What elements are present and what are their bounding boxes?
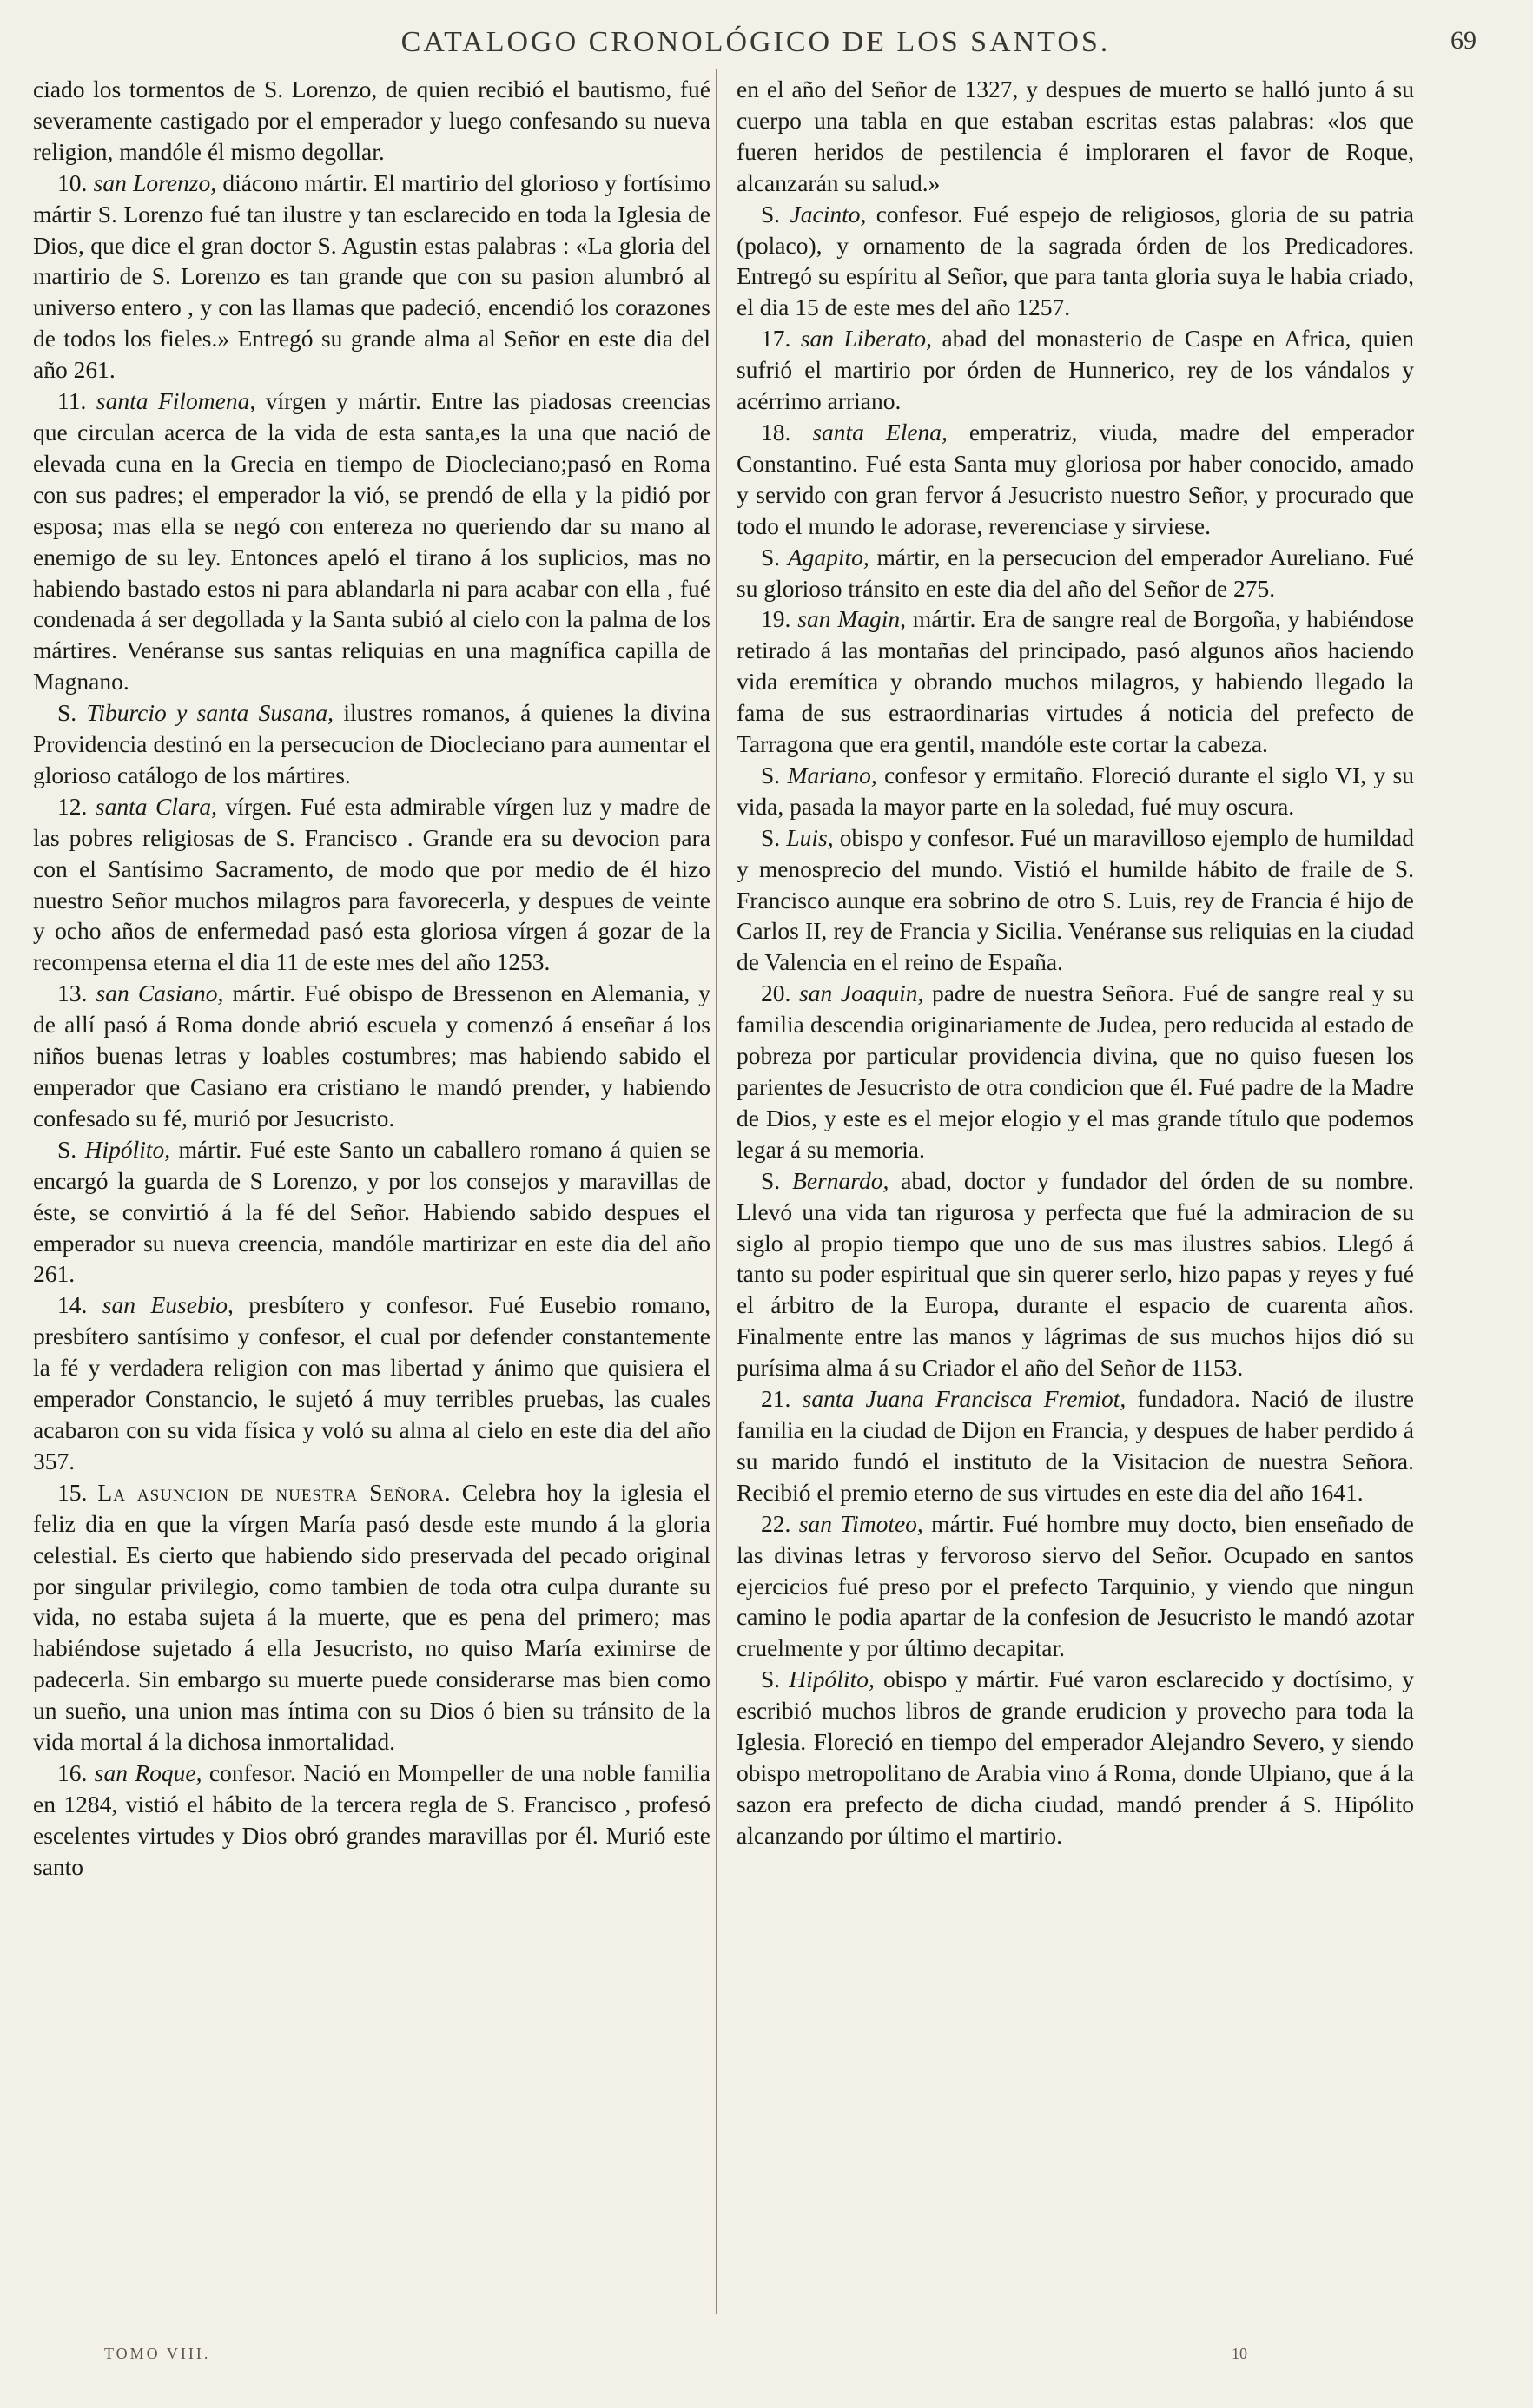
- saint-name: santa Clara,: [95, 792, 218, 820]
- catalog-entry: [737, 1508, 1414, 1665]
- saint-name: Tiburcio y santa Susana,: [86, 699, 334, 727]
- catalog-entry: [737, 542, 1414, 604]
- saint-name: san Eusebio,: [102, 1291, 234, 1319]
- entry-number: 20.: [761, 980, 791, 1007]
- catalog-entry: [33, 1477, 710, 1758]
- entry-text: vírgen. Fué esta admirable vírgen luz y madre de las pobres religiosas de S. Francisco . Grande era su devocion para con el Santísimo Sacramento, de modo que por medio de él hizo nuestro Señor muchos milagros para favorecerla, y despues de veinte y ocho años de enfermedad pasó esta gloriosa vírgen á gozar de la recompensa eterna el dia 11 de este mes del año 1253.: [33, 792, 711, 976]
- catalog-entry: [33, 168, 710, 386]
- entry-text: mártir, en la persecucion del emperador Aureliano. Fué su glorioso tránsito en este dia del año del Señor de 275.: [737, 543, 1414, 602]
- entry-text: obispo y confesor. Fué un maravilloso ejemplo de humildad y menosprecio del mundo. Vistió el humilde hábito de fraile de S. Francisco aunque era sobrino de otro S. Luis, rey de Francia é hijo de Carlos II, rey de Francia y Sicilia. Venéranse sus reliquias en la ciudad de Valencia en el reino de España.: [737, 823, 1414, 976]
- entry-prefix: S.: [761, 200, 790, 228]
- entry-prefix: S.: [761, 543, 788, 571]
- saint-name: san Joaquin,: [799, 980, 924, 1007]
- catalog-entry: [737, 74, 1414, 199]
- catalog-entry: [33, 1758, 710, 1883]
- saint-name: Hipólito,: [84, 1135, 171, 1163]
- entry-prefix: S.: [761, 761, 788, 788]
- catalog-entry: [737, 323, 1414, 417]
- saint-name: san Timoteo,: [798, 1509, 923, 1537]
- entry-text: en el año del Señor de 1327, y despues de muerto se halló junto á su cuerpo una tabla en que estaban escritas estas palabras: «los que fueren heridos de pestilencia é imploraren el favor de Roque, alcanzarán su salud.»: [737, 76, 1414, 196]
- saint-name: santa Elena,: [812, 418, 948, 445]
- saint-name: santa Juana Francisca Fremiot,: [802, 1385, 1127, 1413]
- saint-name: san Magin,: [797, 605, 906, 633]
- entry-text: Celebra hoy la iglesia el feliz dia en que la vírgen María pasó desde este mundo á la gloria celestial. Es cierto que habiendo sido preservada del pecado original por singular privilegio, como tambien de toda otra culpa durante su vida, no estaba sujeta á la muerte, que es pena del primero; mas habiéndose sujetado á ella Jesucristo, no quiso María eximirse de padecerla. Sin embargo su muerte puede considerarse mas bien como un sueño, una union mas íntima con su Dios ó bien su tránsito de la vida mortal á la dichosa inmortalidad.: [33, 1478, 710, 1756]
- entry-number: 18.: [761, 418, 791, 445]
- entry-text: presbítero y confesor. Fué Eusebio romano, presbítero santísimo y confesor, el cual por defender constantemente la fé y verdadera religion con mas libertad y ánimo que quisiera el emperador Constancio, le sujetó á muy terribles pruebas, las cuales acabaron con su vida física y voló su alma al cielo en este dia del año 357.: [33, 1291, 710, 1474]
- entry-text: confesor. Nació en Mompeller de una noble familia en 1284, vistió el hábito de la tercera regla de S. Francisco , profesó escelentes virtudes y Dios obró grandes maravillas por él. Murió este santo: [33, 1758, 710, 1880]
- feast-title: La asuncion de nuestra Señora.: [97, 1478, 452, 1506]
- saint-name: san Lorenzo,: [93, 168, 217, 196]
- catalog-entry: [737, 417, 1414, 542]
- page-number: 69: [1450, 26, 1477, 55]
- catalog-entry: [33, 1134, 710, 1290]
- entry-prefix: S.: [57, 699, 87, 727]
- saint-name: Agapito,: [787, 543, 869, 571]
- entry-text: obispo y mártir. Fué varon esclarecido y doctísimo, y escribió muchos libros de grande erudicion y provecho para toda la Iglesia. Floreció en tiempo del emperador Alejandro Severo, y siendo obispo metropolitano de Arabia vino á Roma, donde Ulpiano, que á la sazon era prefecto de dicha ciudad, mandó prender á S. Hipólito alcanzando por último el martirio.: [737, 1666, 1414, 1849]
- catalog-entry: [33, 791, 710, 978]
- entry-text: abad del monasterio de Caspe en Africa, quien sufrió el martirio por órden de Hunnerico, rey de los vándalos y acérrimo arriano.: [737, 325, 1415, 415]
- catalog-entry: [737, 199, 1414, 324]
- catalog-entry: [737, 822, 1414, 979]
- saint-name: san Roque,: [94, 1758, 202, 1786]
- volume-signature: TOMO VIII.: [104, 2345, 211, 2362]
- catalog-entry: [737, 604, 1414, 760]
- sheet-signature: 10: [1232, 2345, 1247, 2362]
- catalog-entry: [737, 978, 1414, 1164]
- entry-number: 10.: [57, 168, 88, 196]
- entry-prefix: S.: [57, 1135, 85, 1163]
- entry-text: diácono mártir. El martirio del glorioso y fortísimo mártir S. Lorenzo fué tan ilustre y tan esclarecido en toda la Iglesia de Dios, que dice el gran doctor S. Agustin estas palabras : «La gloria del martirio de S. Lorenzo es tan grande que con su pasion alumbró al universo entero , y con las llamas que padeció, encendió los corazones de todos los fieles.» Entregó su grande alma al Señor en este dia del año 261.: [33, 168, 710, 384]
- catalog-entry: [33, 1290, 710, 1476]
- saint-name: santa Filomena,: [96, 387, 256, 415]
- column-divider: [716, 69, 717, 2314]
- right-column: [737, 74, 1414, 1851]
- entry-number: 19.: [761, 605, 791, 633]
- left-column: [33, 74, 710, 1883]
- entry-text: ilustres romanos, á quienes la divina Providencia destinó en la persecucion de Diocleciano para aumentar el glorioso catálogo de los mártires.: [33, 699, 711, 788]
- entry-number: 17.: [761, 325, 791, 353]
- entry-text: mártir. Fué este Santo un caballero romano á quien se encargó la guarda de S Lorenzo, y por los consejos y maravillas de éste, se convirtió á la fé del Señor. Habiendo sabido despues el emperador su nueva creencia, mandóle martirizar en este dia del año 261.: [33, 1135, 711, 1288]
- catalog-entry: [33, 386, 710, 697]
- entry-number: 16.: [57, 1758, 88, 1786]
- catalog-entry: [33, 697, 710, 791]
- catalog-entry: [737, 1383, 1414, 1508]
- entry-text: mártir. Fué obispo de Bressenon en Alemania, y de allí pasó á Roma donde abrió escuela y comenzó á enseñar á los niños buenas letras y loables costumbres; mas habiendo sabido el emperador que Casiano era cristiano le mandó prender, y habiendo confesado su fé, murió por Jesucristo.: [33, 980, 710, 1131]
- entry-text: padre de nuestra Señora. Fué de sangre real y su familia descendia originariamente de Judea, pero reducida al estado de pobreza por particular providencia divina, que no quiso fuesen los parientes de Jesucristo de otra condicion que él. Fué padre de la Madre de Dios, y este es el mejor elogio y el mas grande título que podemos legar á su memoria.: [737, 980, 1414, 1163]
- entry-text: confesor. Fué espejo de religiosos, gloria de su patria (polaco), y ornamento de la sagrada órden de los Predicadores. Entregó su espíritu al Señor, que para tanta gloria suya le habia criado, el dia 15 de este mes del año 1257.: [737, 200, 1414, 321]
- catalog-entry: [737, 760, 1414, 822]
- saint-name: san Casiano,: [96, 980, 224, 1007]
- saint-name: Bernardo,: [792, 1166, 889, 1194]
- entry-text: confesor y ermitaño. Floreció durante el siglo VI, y su vida, pasada la mayor parte en la soledad, fué muy oscura.: [737, 761, 1414, 820]
- entry-number: 15.: [57, 1478, 88, 1506]
- catalog-entry: [33, 978, 710, 1134]
- entry-text: ciado los tormentos de S. Lorenzo, de quien recibió el bautismo, fué severamente castigado por el emperador y luego confesando su nueva religion, mandóle él mismo degollar.: [33, 76, 710, 165]
- entry-number: 22.: [761, 1509, 791, 1537]
- saint-name: Jacinto,: [790, 200, 867, 228]
- entry-number: 14.: [57, 1291, 88, 1319]
- saint-name: Mariano,: [787, 761, 877, 788]
- entry-text: abad, doctor y fundador del órden de su nombre. Llevó una vida tan rigurosa y perfecta que fué la admiracion de su siglo al propio tiempo que uno de sus mas ilustres sabios. Llegó á tanto su poder espiritual que sin querer serlo, hizo papas y reyes y fué el árbitro de la Europa, durante el espacio de cuarenta años. Finalmente entre las manos y lágrimas de sus muchos hijos dió su purísima alma á su Criador el año del Señor de 1153.: [737, 1166, 1415, 1382]
- catalog-entry: [737, 1165, 1414, 1383]
- entry-number: 11.: [57, 387, 87, 415]
- entry-text: fundadora. Nació de ilustre familia en la ciudad de Dijon en Francia, y despues de haber perdido á su marido fundó el instituto de la Visitacion de nuestra Señora. Recibió el premio eterno de sus virtudes en este dia del año 1641.: [737, 1385, 1414, 1506]
- entry-prefix: S.: [761, 823, 787, 851]
- entry-prefix: S.: [761, 1166, 793, 1194]
- entry-prefix: S.: [761, 1666, 790, 1693]
- entry-number: 13.: [57, 980, 88, 1007]
- entry-number: 12.: [57, 792, 88, 820]
- saint-name: Hipólito,: [789, 1666, 875, 1693]
- entry-text: emperatriz, viuda, madre del emperador Constantino. Fué esta Santa muy gloriosa por haber conocido, amado y servido con gran fervor á Jesucristo nuestro Señor, y procurado que todo el mundo le adorase, reverenciase y sirviese.: [737, 418, 1414, 539]
- entry-text: mártir. Era de sangre real de Borgoña, y habiéndose retirado á las montañas del principado, pasó algunos años haciendo vida eremítica y obrando muchos milagros, y habiendo llegado la fama de sus estraordinarias virtudes á noticia del prefecto de Tarragona que era gentil, mandóle este cortar la cabeza.: [737, 605, 1414, 758]
- running-head: CATALOGO CRONOLÓGICO DE LOS SANTOS.: [400, 26, 1111, 58]
- entry-text: vírgen y mártir. Entre las piadosas creencias que circulan acerca de la vida de esta santa,es la una que nació de elevada cuna en la Grecia en tiempo de Diocleciano;pasó en Roma con sus padres; el emperador la vió, se prendó de ella y la pidió por esposa; mas ella se negó con entereza no queriendo dar su mano al enemigo de su ley. Entonces apeló el tirano á los suplicios, mas no habiendo bastado estos ni para ablandarla ni para acabar con ella , fué condenada á ser degollada y la Santa subió al cielo con la palma de los mártires. Venéranse sus santas reliquias en una magnífica capilla de Magnano.: [33, 387, 710, 696]
- saint-name: san Liberato,: [800, 325, 933, 353]
- catalog-entry: [737, 1664, 1414, 1851]
- entry-number: 21.: [761, 1385, 791, 1413]
- entry-text: mártir. Fué hombre muy docto, bien enseñado de las divinas letras y fervoroso siervo del Señor. Ocupado en santos ejercicios fué preso por el prefecto Tarquinio, y viendo que ningun camino le podia apartar de la confesion de Jesucristo le mandó azotar cruelmente y por último decapitar.: [737, 1509, 1414, 1662]
- saint-name: Luis,: [786, 823, 834, 851]
- catalog-entry: [33, 74, 710, 168]
